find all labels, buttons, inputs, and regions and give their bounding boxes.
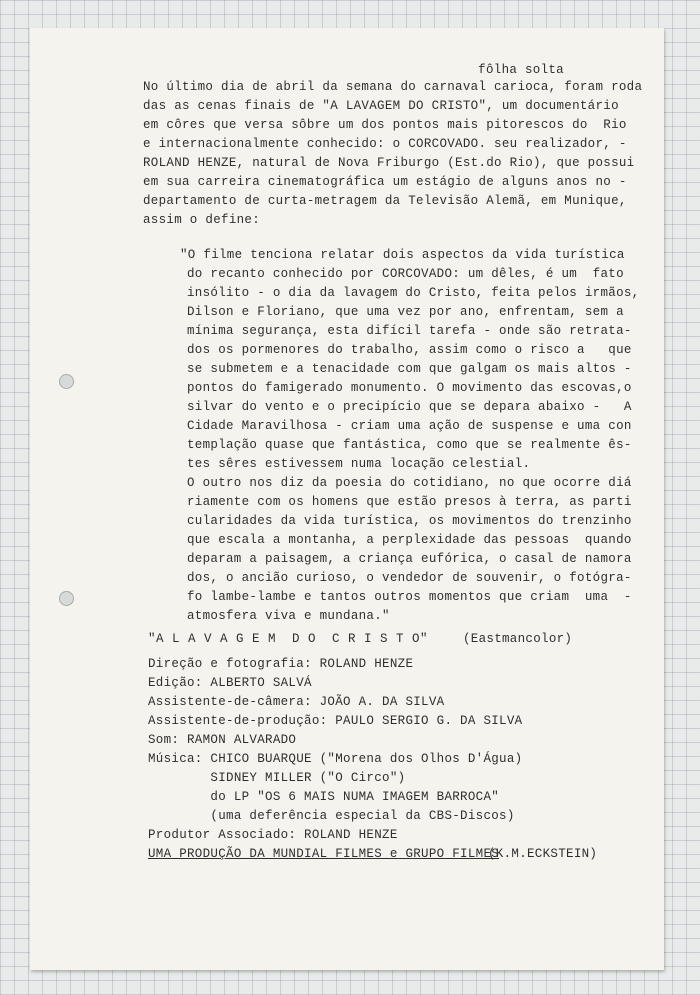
credit-line: Assistente-de-produção: PAULO SERGIO G. DA SILVA <box>148 714 523 728</box>
intro-line: em sua carreira cinematográfica um estágio de alguns anos no - <box>143 175 627 189</box>
quote-line: mínima segurança, esta difícil tarefa - onde são retrata- <box>187 324 632 338</box>
credit-line: Produtor Associado: ROLAND HENZE <box>148 828 398 842</box>
quote-line: Cidade Maravilhosa - criam uma ação de suspense e uma con <box>187 419 632 433</box>
quote-line: silvar do vento e o precipício que se depara abaixo - A <box>187 400 632 414</box>
credit-line: Direção e fotografia: ROLAND HENZE <box>148 657 414 671</box>
credits-format: (Eastmancolor) <box>463 632 573 646</box>
credit-line: Assistente-de-câmera: JOÃO A. DA SILVA <box>148 695 445 709</box>
punch-hole-bottom <box>59 591 74 606</box>
intro-line: das as cenas finais de "A LAVAGEM DO CRISTO", um documentário <box>143 99 619 113</box>
quote-line: tes sêres estivessem numa locação celestial. <box>187 457 531 471</box>
credit-line: Som: RAMON ALVARADO <box>148 733 297 747</box>
quote-line: insólito - o dia da lavagem do Cristo, feita pelos irmãos, <box>187 286 640 300</box>
quote-line: Dilson e Floriano, que uma vez por ano, enfrentam, sem a <box>187 305 624 319</box>
quote-line: do recanto conhecido por CORCOVADO: um dêles, é um fato <box>187 267 624 281</box>
intro-line: No último dia de abril da semana do carnaval carioca, foram roda <box>143 80 643 94</box>
sheet-label: fôlha solta <box>478 63 564 77</box>
quote-line: cularidades da vida turística, os movimentos do trenzinho <box>187 514 632 528</box>
quote-line: "O filme tenciona relatar dois aspectos da vida turística <box>180 248 625 262</box>
credit-line: do LP "OS 6 MAIS NUMA IMAGEM BARROCA" <box>148 790 500 804</box>
intro-line: e internacionalmente conhecido: o CORCOVADO. seu realizador, - <box>143 137 627 151</box>
quote-line: riamente com os homens que estão presos à terra, as parti <box>187 495 632 509</box>
quote-line: fo lambe-lambe e tantos outros momentos que criam uma - <box>187 590 632 604</box>
credit-line: Edição: ALBERTO SALVÁ <box>148 676 312 690</box>
quote-line: templação quase que fantástica, como que se realmente ês- <box>187 438 632 452</box>
intro-line: departamento de curta-metragem da Televisão Alemã, em Munique, <box>143 194 627 208</box>
quote-line: dos os pormenores do trabalho, assim como o risco a que <box>187 343 632 357</box>
quote-line: se submetem e a tenacidade com que galgam os mais altos - <box>187 362 632 376</box>
credit-line: (uma deferência especial da CBS-Discos) <box>148 809 515 823</box>
credit-line: Música: CHICO BUARQUE ("Morena dos Olhos D'Água) <box>148 752 523 766</box>
credit-line: SIDNEY MILLER ("O Circo") <box>148 771 406 785</box>
quote-line: pontos do famigerado monumento. O movimento das escovas,o <box>187 381 632 395</box>
intro-line: assim o define: <box>143 213 261 227</box>
quote-line: O outro nos diz da poesia do cotidiano, no que ocorre diá <box>187 476 632 490</box>
quote-line: que escala a montanha, a perplexidade das pessoas quando <box>187 533 632 547</box>
production-suffix: (K.M.ECKSTEIN) <box>488 847 598 861</box>
quote-line: deparam a paisagem, a criança eufórica, o casal de namora <box>187 552 632 566</box>
production-line: UMA PRODUÇÃO DA MUNDIAL FILMES e GRUPO FILMES <box>148 847 500 861</box>
quote-line: atmosfera viva e mundana." <box>187 609 390 623</box>
quote-line: dos, o ancião curioso, o vendedor de souvenir, o fotógra- <box>187 571 632 585</box>
intro-line: em côres que versa sôbre um dos pontos mais pitorescos do Rio <box>143 118 627 132</box>
credits-title: "A L A V A G E M D O C R I S T O" <box>148 632 429 646</box>
document-sheet <box>30 28 664 970</box>
intro-line: ROLAND HENZE, natural de Nova Friburgo (Est.do Rio), que possui <box>143 156 635 170</box>
punch-hole-top <box>59 374 74 389</box>
